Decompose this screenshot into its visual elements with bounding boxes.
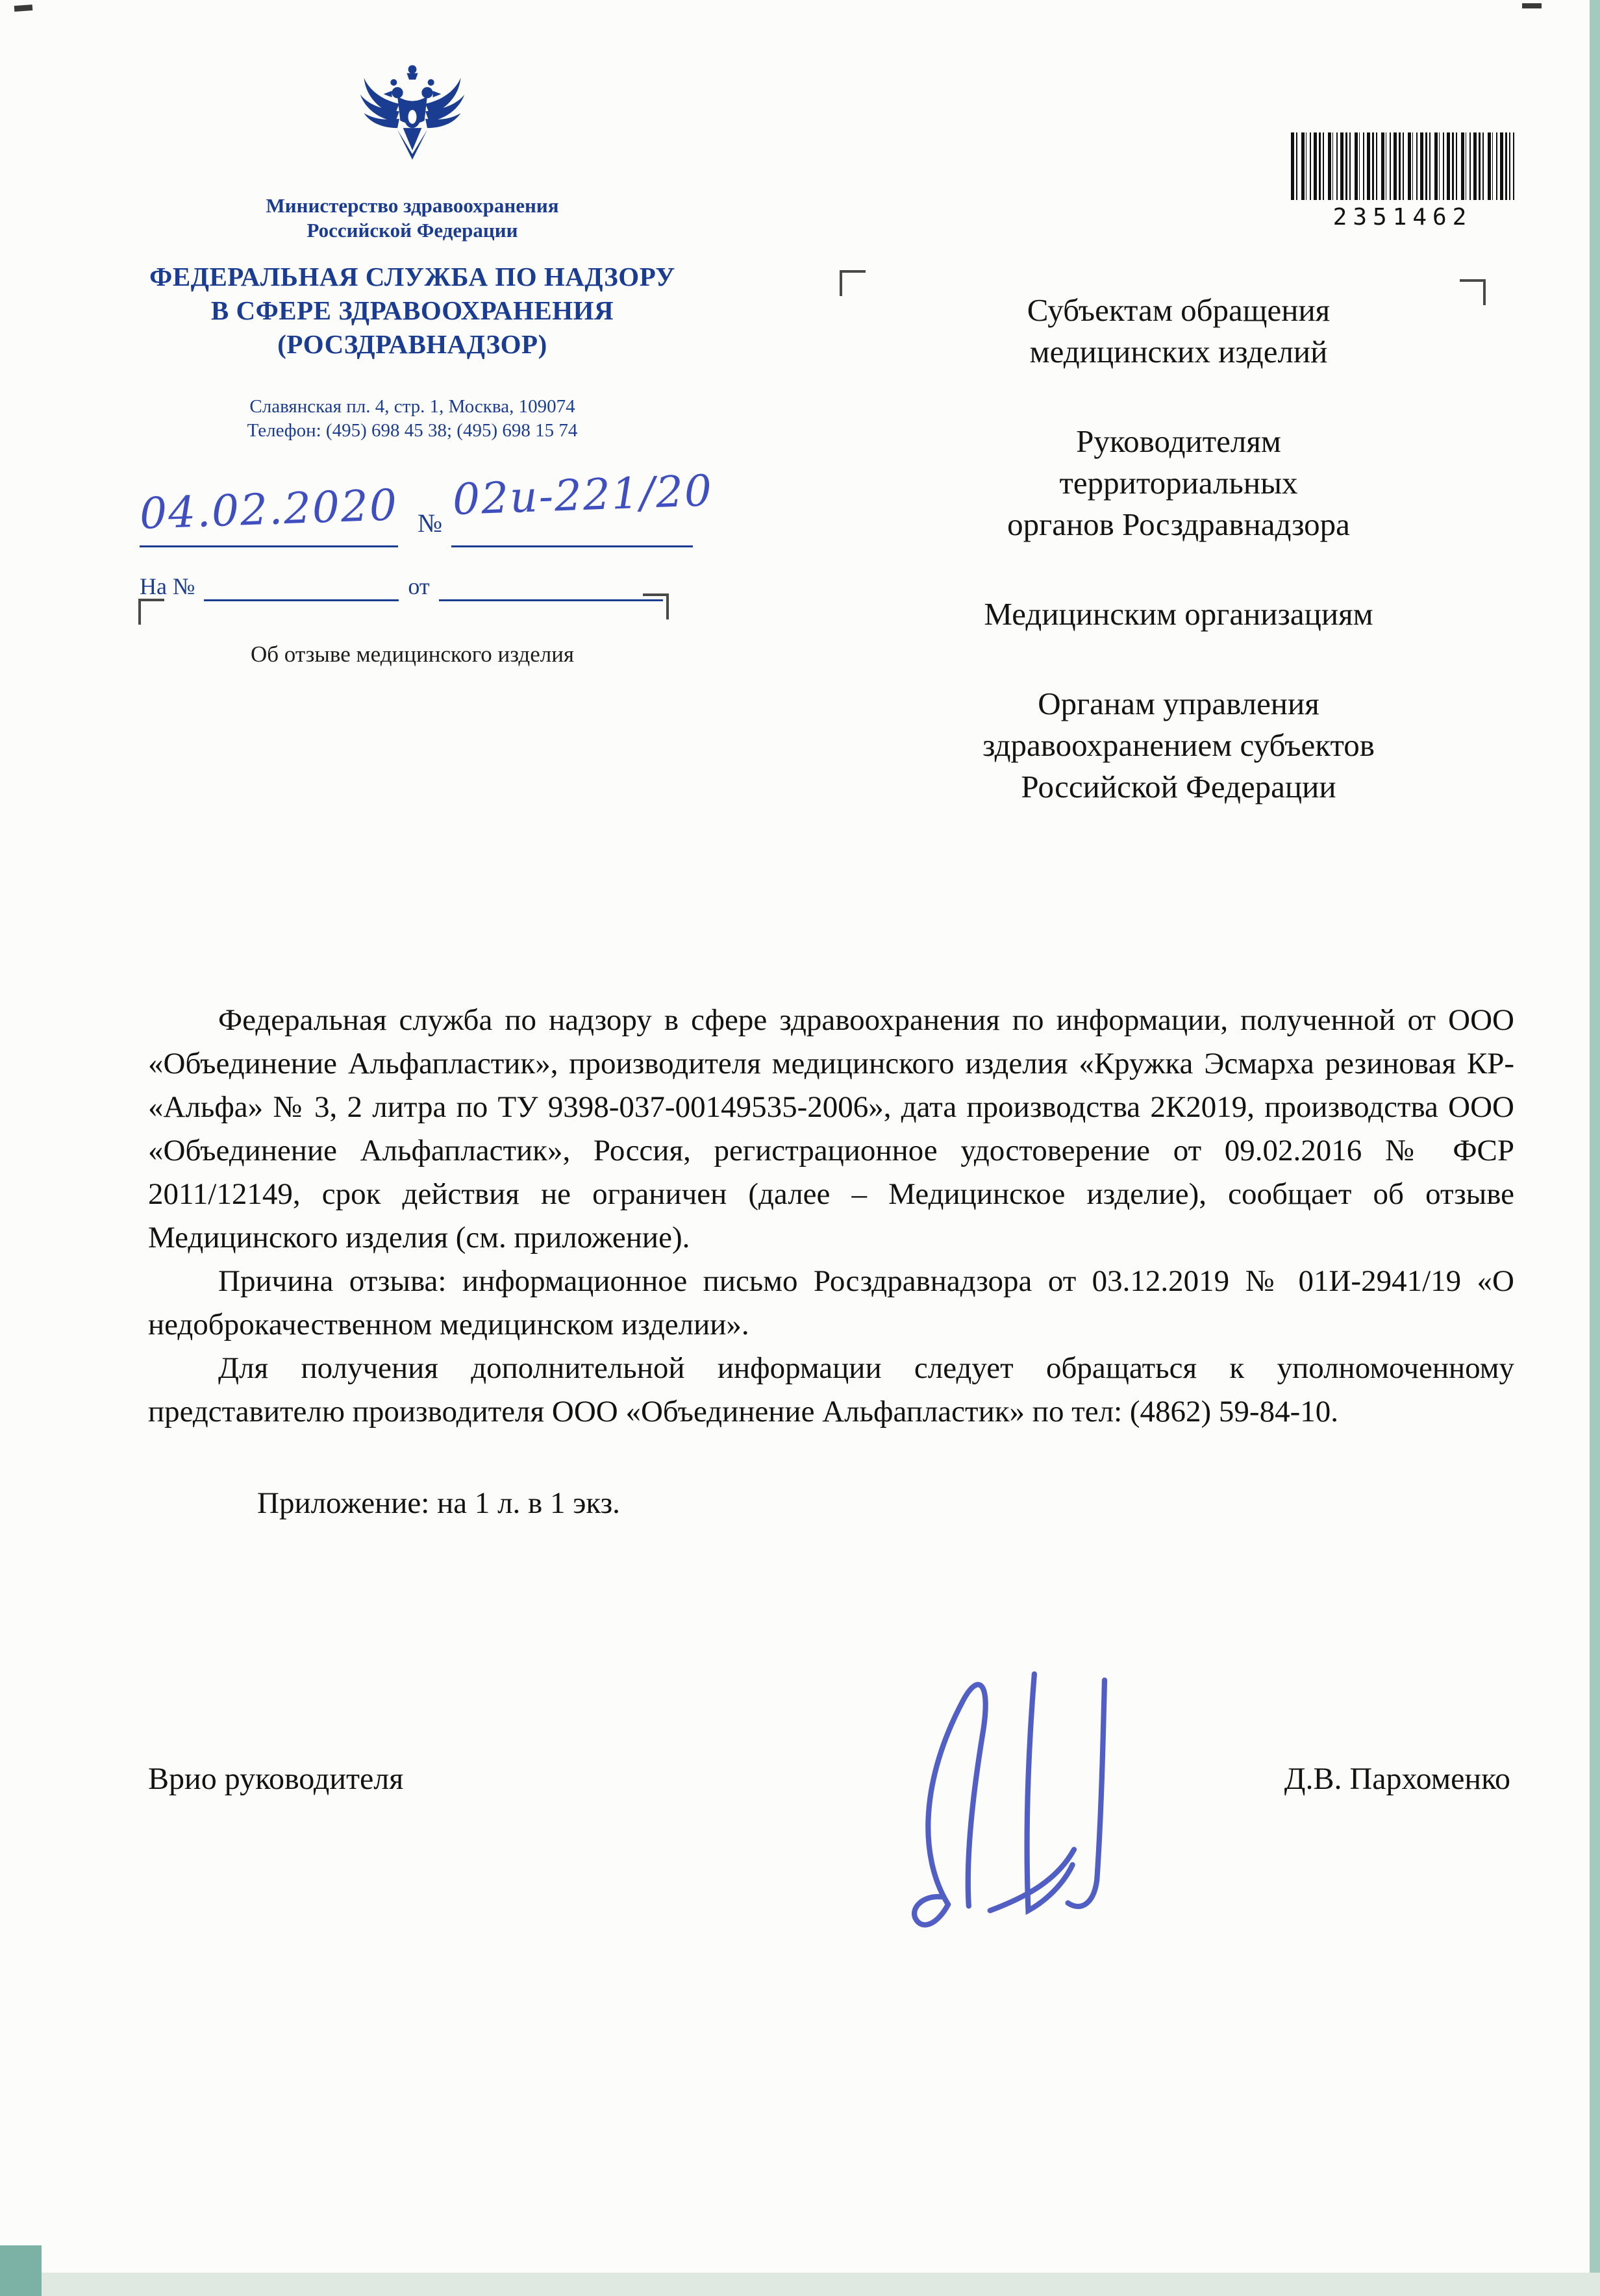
barcode-icon — [1291, 132, 1514, 200]
scan-edge-bottom-left — [0, 2245, 42, 2296]
addressee-block-3 — [831, 593, 1526, 635]
body-paragraph-2: Причина отзыва: информационное письмо Росздравнадзора от 03.12.2019 № 01И-2941/19 «О недоброкачественном медицинском изделии». — [148, 1264, 1514, 1341]
addressee-line: Медицинским организациям — [984, 596, 1373, 632]
addressee-block-1 — [831, 290, 1526, 373]
number-underline — [451, 545, 693, 547]
addressee-line: Руководителям — [1076, 423, 1281, 459]
na-no-label: На № — [140, 573, 195, 599]
reference-row — [138, 466, 893, 583]
letter-body — [148, 999, 1514, 1525]
scan-artifact-top-right — [1522, 3, 1542, 8]
signer-name: Д.В. Пархоменко — [1284, 1762, 1510, 1796]
addressee-line: органов Росздравнадзора — [1007, 506, 1350, 542]
number-sign-label: № — [418, 508, 443, 538]
corner-mark-subject-left — [138, 599, 164, 625]
addressee-line: медицинских изделий — [1029, 334, 1328, 369]
org-phone: Телефон: (495) 698 45 38; (495) 698 15 74 — [247, 420, 578, 441]
ministry-name-line2: Российской Федерации — [306, 219, 518, 242]
addressee-line: Органам управления — [1038, 686, 1319, 721]
body-paragraph-1: Федеральная служба по надзору в сфере здравоохранения по информации, полученной от ООО «Объединение Альфапластик», производителя медицинского изделия «Кружка Эсмарха резиновая КР- «Альфа» № 3, 2 литра по ТУ 9398-037-00149535-2006», дата производства 2К2019, производства ООО «Объединение Альфапластик», Россия, регистрационное удостоверение от 09.02.2016 № ФСР 2011/12149, срок действия не ограничен (далее – Медицинское изделие), сообщает об отзыве Медицинского изделия (см. приложение). — [148, 1003, 1514, 1254]
letter-date-handwritten: 04.02.2020 — [138, 480, 399, 539]
addressee-line: Российской Федерации — [1021, 769, 1336, 805]
addressee-list — [831, 290, 1526, 856]
service-name-line1: ФЕДЕРАЛЬНАЯ СЛУЖБА ПО НАДЗОРУ — [149, 262, 675, 292]
ot-label: от — [408, 573, 430, 599]
double-headed-eagle-icon — [356, 62, 468, 184]
addressee-block-2 — [831, 421, 1526, 545]
addressee-line: Субъектам обращения — [1027, 292, 1331, 328]
addressee-line: здравоохранением субъектов — [982, 727, 1375, 763]
scan-artifact-top-left — [14, 5, 33, 12]
service-name — [91, 260, 734, 361]
date-underline — [140, 545, 398, 547]
body-paragraph-3: Для получения дополнительной информации следует обращаться к уполномоченному представителю производителя ООО «Объединение Альфапластик» по тел: (4862) 59-84-10. — [148, 1351, 1514, 1429]
scan-edge-right — [1590, 0, 1600, 2296]
subject-line: Об отзыве медицинского изделия — [250, 642, 575, 667]
org-address: Славянская пл. 4, стр. 1, Москва, 109074 — [249, 396, 575, 417]
service-name-line3: (РОСЗДРАВНАДЗОР) — [277, 329, 547, 359]
incoming-reference-row — [140, 573, 672, 601]
barcode-block — [1291, 132, 1514, 231]
addressee-block-4 — [831, 683, 1526, 808]
addressee-line: территориальных — [1059, 465, 1298, 501]
handwritten-signature-scribble — [851, 1630, 1175, 1935]
signer-position: Врио руководителя — [148, 1762, 404, 1796]
scan-edge-bottom — [0, 2273, 1600, 2296]
incoming-date-blank — [439, 575, 663, 601]
service-name-line2: В СФЕРЕ ЗДРАВООХРАНЕНИЯ — [210, 295, 614, 325]
ministry-name — [91, 193, 734, 243]
corner-mark-subject-right — [643, 593, 669, 619]
incoming-number-blank — [204, 575, 399, 601]
letter-number-handwritten: 02и-221/20 — [451, 466, 714, 525]
attachment-note: Приложение: на 1 л. в 1 экз. — [257, 1486, 620, 1520]
org-contacts — [91, 395, 734, 443]
barcode-number: 2351462 — [1332, 204, 1473, 231]
letterhead — [91, 62, 734, 443]
ministry-name-line1: Министерство здравоохранения — [266, 194, 559, 217]
